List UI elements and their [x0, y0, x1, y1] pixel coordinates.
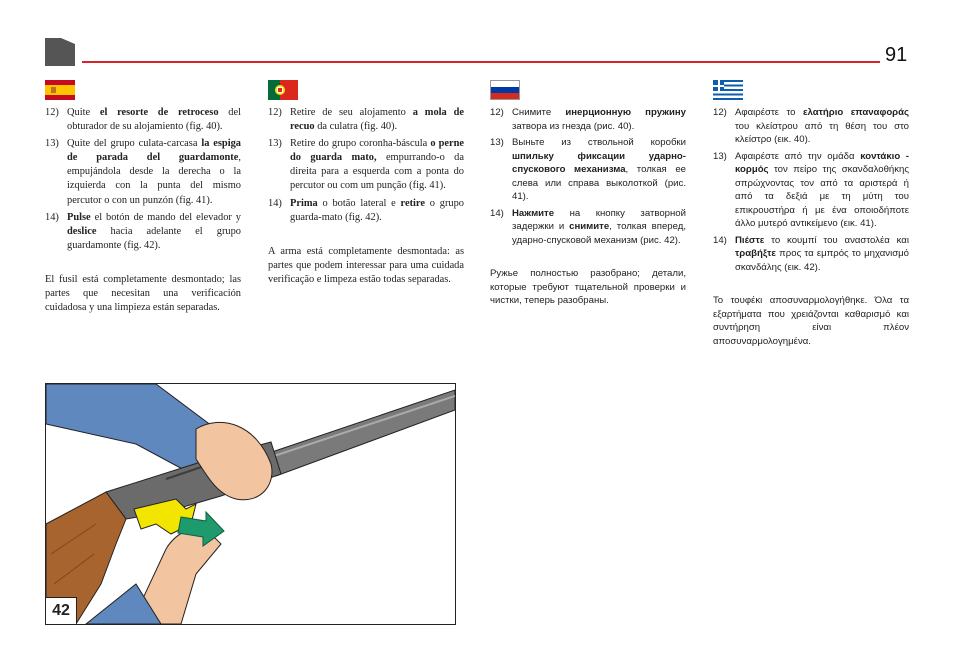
step-number: 12) — [490, 107, 504, 118]
step-number: 14) — [490, 207, 504, 219]
instruction-step — [268, 106, 464, 134]
step-number: 14) — [268, 197, 282, 209]
step-number: 14) — [45, 211, 59, 223]
portugal-flag-icon — [268, 80, 298, 100]
step-text: Retire do grupo coronha-báscula o perne do guarda mato, empurrando-o da direita para a esquerda com a ponta do percutor ou com um punção (fig. 41). — [290, 138, 464, 192]
instruction-step — [268, 137, 464, 193]
header-tab — [45, 38, 75, 66]
summary-text: A arma está completamente desmontada: as partes que podem interessar para uma cuidada verificação e limpeza estão todas separadas. — [268, 245, 464, 285]
greece-flag-icon — [713, 80, 743, 100]
instruction-step — [45, 211, 241, 253]
step-number: 14) — [713, 234, 727, 246]
figure-number: 42 — [46, 597, 77, 624]
column-portuguese — [268, 80, 464, 287]
russia-flag-icon — [490, 80, 520, 100]
step-text: Αφαιρέστε από την ομάδα κοντάκιο - κορμός τον πείρο της σκανδαλοθήκης σπρώχνοντας τον από τα αριστερά ή από τα δεξιά με τη μύτη του επικρουστήρα ή με ένα οποιοδήποτε άλλο μυτερό αντικείμενο (εικ. 41). — [735, 150, 910, 229]
steps-list — [713, 106, 909, 274]
step-number: 12) — [713, 107, 727, 118]
step-text: Quite el resorte de retroceso del obturador de su alojamiento (fig. 40). — [67, 107, 241, 133]
step-number: 13) — [45, 138, 59, 150]
steps-list — [268, 106, 464, 225]
step-text: Πιέστε το κουμπί του αναστολέα και τραβήξτε προς τα εμπρός το μηχανισμό σκανδάλης (εικ. 42). — [735, 234, 909, 273]
step-number: 13) — [713, 150, 727, 162]
steps-list — [45, 106, 241, 253]
summary-text: Το τουφέκι αποσυναρμολογήθηκε. Όλα τα εξαρτήματα που χρειάζονται καθαρισμό και συντήρηση είναι πλέον αποσυναρμολογημένα. — [713, 295, 909, 347]
step-text: Нажмите на кнопку затворной задержки и снимите, толкая вперед, ударно-спусковой механизм (рис. 42). — [512, 207, 686, 246]
instruction-step — [45, 106, 241, 134]
instruction-step — [713, 234, 909, 275]
step-text: Prima o botão lateral e retire o grupo guarda-mato (fig. 42). — [290, 197, 464, 223]
column-spanish — [45, 80, 241, 315]
instruction-step — [490, 106, 686, 133]
page-number: 91 — [885, 44, 908, 66]
instruction-step — [268, 197, 464, 225]
step-text: Снимите инерционную пружину затвора из гнезда (рис. 40). — [512, 107, 686, 132]
figure-42 — [45, 383, 456, 625]
instruction-step — [490, 207, 686, 248]
step-text: Pulse el botón de mando del elevador y deslice hacia adelante el grupo guardamonte (fig. 42). — [67, 211, 241, 251]
instruction-step — [713, 150, 909, 231]
step-number: 12) — [268, 107, 282, 118]
step-text: Выньте из ствольной коробки шпильку фиксации ударно-спускового механизма, толкая ее слева или справа выколоткой (рис. 41). — [512, 137, 686, 202]
summary-text: Ружье полностью разобрано; детали, которые требуют тщательной проверки и чистки, теперь разобраны. — [490, 268, 686, 306]
instruction-step — [490, 136, 686, 204]
header-rule — [82, 61, 880, 63]
step-text: Quite del grupo culata-carcasa la espiga de parada del guardamonte, empujándola desde la derecha o la izquierda con la punta del mismo percutor o con un punzón (fig. 41). — [67, 138, 241, 206]
instruction-step — [45, 137, 241, 207]
disassembly-illustration — [46, 384, 455, 624]
step-number: 12) — [45, 107, 59, 118]
step-text: Αφαιρέστε το ελατήριο επαναφοράς του κλείστρου από τη θέση του στο κλείστρο (εικ. 40). — [735, 107, 909, 145]
instruction-step — [713, 106, 909, 147]
step-number: 13) — [490, 137, 504, 148]
column-greek — [713, 80, 909, 348]
steps-list — [490, 106, 686, 247]
column-russian — [490, 80, 686, 308]
step-text: Retire de seu alojamento a mola de recuo da culatra (fig. 40). — [290, 107, 464, 133]
spain-flag-icon — [45, 80, 75, 100]
summary-text: El fusil está completamente desmontado; las partes que necesitan una verificación cuidadosa y una limpieza están separadas. — [45, 273, 241, 314]
step-number: 13) — [268, 138, 282, 150]
